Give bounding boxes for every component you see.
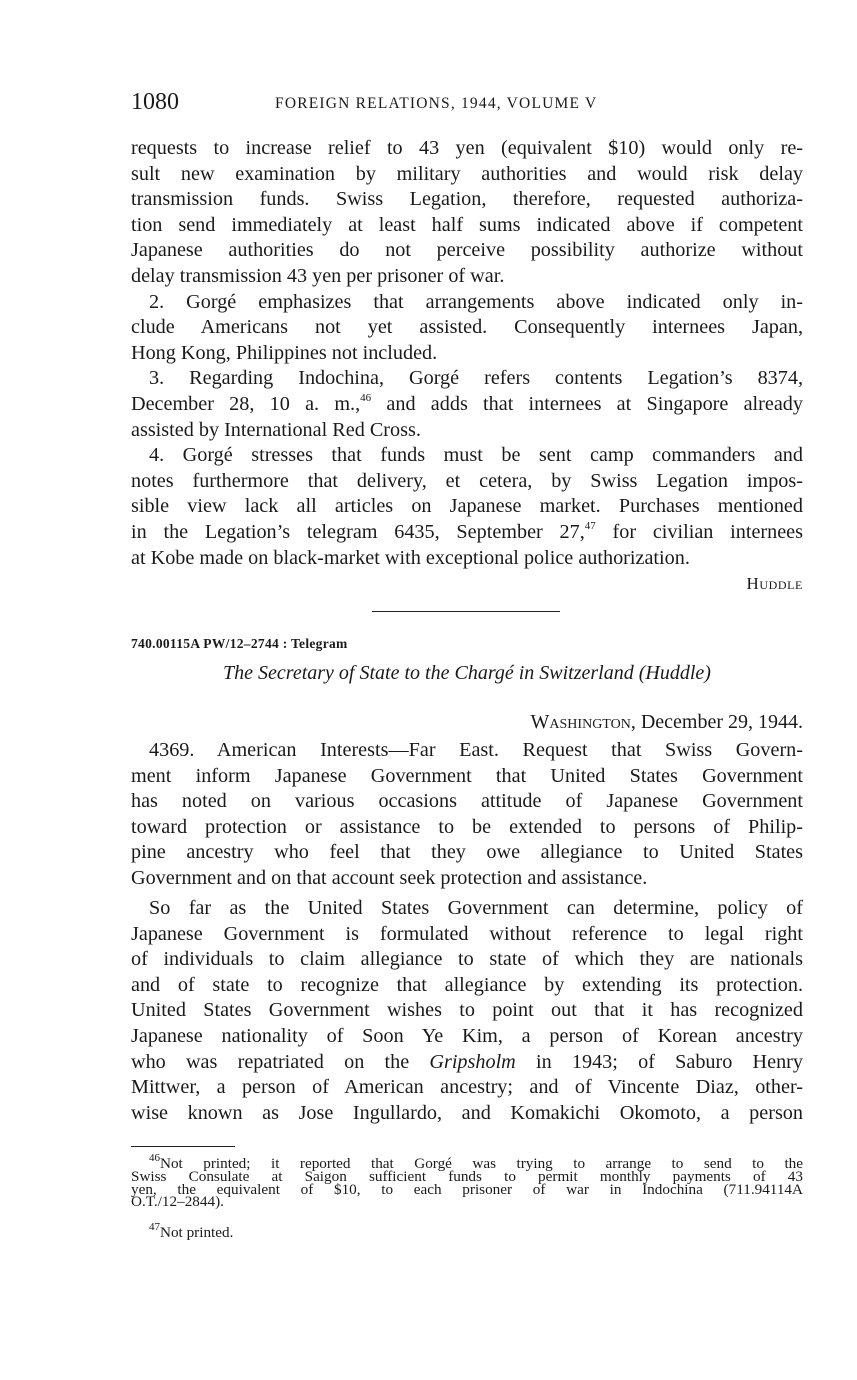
text-line: Hong Kong, Philippines not included.	[131, 341, 438, 364]
dateline	[531, 711, 803, 734]
text-line: wise known as Jose Ingullardo, and Komakichi Okomoto, a person	[131, 1101, 803, 1124]
text-line: and of state to recognize that allegiance by extending its protection.	[131, 973, 803, 996]
dateline-date: , December 29, 1944.	[630, 711, 803, 733]
text-line: transmission funds. Swiss Legation, therefore, requested authoriza-	[131, 188, 803, 211]
section-divider	[372, 611, 560, 612]
text-line: 4369. American Interests—Far East. Request that Swiss Govern-	[149, 739, 803, 761]
footnote-line: yen, the equivalent of $10, to each prisoner of war in Indochina (711.94114A	[131, 1180, 803, 1198]
telegram-paragraph-2	[131, 896, 803, 1126]
footnote-ref-46: 46	[360, 392, 372, 405]
text-line: notes furthermore that delivery, et cetera, by Swiss Legation impos-	[131, 469, 803, 492]
text-line: 2. Gorgé emphasizes that arrangements above indicated only in-	[149, 290, 803, 313]
text-line: Japanese nationality of Soon Ye Kim, a person of Korean ancestry	[131, 1024, 803, 1047]
text-line: of individuals to claim allegiance to state of which they are nationals	[131, 948, 803, 971]
text-segment: and adds that internees at Singapore already	[371, 392, 803, 415]
text-segment: Not printed.	[160, 1224, 234, 1241]
text-line: Mittwer, a person of American ancestry; and of Vincente Diaz, other-	[131, 1076, 803, 1099]
running-title: FOREIGN RELATIONS, 1944, VOLUME V	[275, 95, 598, 112]
footnote-line: Swiss Consulate at Saigon sufficient funds to permit monthly payments of 43	[131, 1167, 803, 1185]
text-line: requests to increase relief to 43 yen (equivalent $10) would only re-	[131, 137, 803, 159]
document-title: The Secretary of State to the Chargé in Switzerland (Huddle)	[223, 662, 711, 684]
text-line: Japanese authorities do not perceive possibility authorize without	[131, 239, 803, 262]
dateline-place: Washington	[530, 711, 631, 733]
footnote-mark: 46	[149, 1151, 160, 1164]
telegram-paragraph-1	[131, 738, 803, 892]
footnote-ref-47: 47	[584, 520, 596, 533]
footnote-47	[131, 1220, 803, 1241]
text-line	[131, 392, 803, 418]
text-line: United States Government wishes to point out that it has recognized	[131, 999, 803, 1022]
text-line: sible view lack all articles on Japanese market. Purchases mentioned	[131, 495, 803, 518]
signature: Huddle	[746, 574, 803, 594]
text-line: delay transmission 43 yen per prisoner of war.	[131, 264, 505, 287]
ship-name: Gripsholm	[429, 1050, 516, 1073]
text-segment: Not printed; it reported that Gorgé was trying to arrange to send to the	[160, 1155, 803, 1172]
document-file-id: 740.00115A PW/12–2744 : Telegram	[131, 636, 348, 651]
footnote-line: O.T./12–2844).	[131, 1193, 224, 1211]
text-line: assisted by International Red Cross.	[131, 418, 421, 441]
text-line: has noted on various occasions attitude of Japanese Government	[131, 790, 803, 813]
text-line: Government and on that account seek protection and assistance.	[131, 866, 648, 889]
text-segment: for civilian internees	[595, 520, 803, 543]
page-number: 1080	[131, 89, 179, 115]
text-line: ment inform Japanese Government that United States Government	[131, 764, 803, 787]
text-segment: in the Legation’s telegram 6435, September 27,	[131, 520, 585, 543]
text-line	[131, 520, 803, 546]
text-segment: who was repatriated on the	[131, 1050, 430, 1073]
text-line: toward protection or assistance to be extended to persons of Philip-	[131, 815, 803, 838]
text-line: at Kobe made on black-market with exceptional police authorization.	[131, 546, 690, 569]
text-line: 4. Gorgé stresses that funds must be sent camp commanders and	[149, 444, 803, 467]
footnote-line	[131, 1220, 803, 1241]
footnote-46	[131, 1151, 803, 1211]
text-segment: December 28, 10 a. m.,	[131, 392, 361, 415]
text-line: pine ancestry who feel that they owe allegiance to United States	[131, 841, 803, 864]
text-line: sult new examination by military authorities and would risk delay	[131, 162, 803, 185]
footnote-divider	[131, 1146, 235, 1147]
text-segment: in 1943; of Saburo Henry	[515, 1050, 803, 1073]
text-line	[131, 1050, 803, 1076]
footnote-mark: 47	[149, 1220, 160, 1233]
text-line: So far as the United States Government can determine, policy of	[149, 897, 803, 919]
text-line: clude Americans not yet assisted. Consequently internees Japan,	[131, 316, 803, 339]
continuation-text	[131, 136, 803, 597]
text-line: tion send immediately at least half sums indicated above if competent	[131, 213, 803, 236]
text-line: Japanese Government is formulated without reference to legal right	[131, 922, 803, 945]
text-line: 3. Regarding Indochina, Gorgé refers contents Legation’s 8374,	[149, 367, 803, 390]
